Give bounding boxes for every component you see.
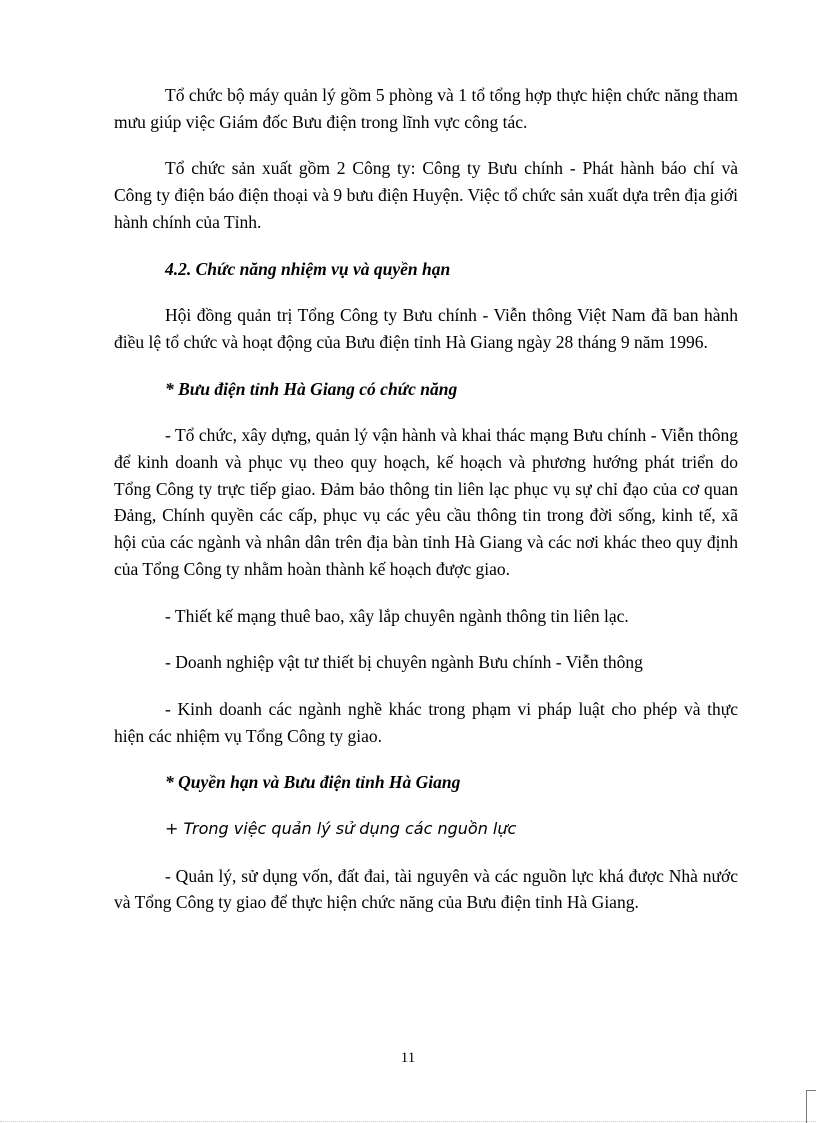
page-bottom-edge [0, 1121, 816, 1122]
page-corner-mark [806, 1090, 807, 1123]
paragraph-thiet-ke: - Thiết kế mạng thuê bao, xây lắp chuyên ngành thông tin liên lạc. [165, 605, 629, 626]
subheading-chuc-nang: * Bưu điện tỉnh Hà Giang có chức năng [165, 378, 458, 399]
paragraph-quan-ly-von: - Quản lý, sử dụng vốn, đất đai, tài nguyên và các nguồn lực khá được Nhà nước và Tổng Công ty giao để thực hiện chức năng của Bưu điện tỉnh Hà Giang. [114, 865, 738, 913]
page-number: 11 [400, 1050, 416, 1066]
page-corner-mark-horizontal [806, 1090, 816, 1091]
subheading-quyen-han: * Quyền hạn và Bưu điện tỉnh Hà Giang [165, 772, 461, 793]
section-heading-4-2: 4.2. Chức năng nhiệm vụ và quyền hạn [165, 258, 451, 279]
paragraph-bo-may: Tổ chức bộ máy quản lý gồm 5 phòng và 1 tổ tổng hợp thực hiện chức năng tham mưu giúp việc Giám đốc Bưu điện trong lĩnh vực công tác. [114, 85, 738, 132]
paragraph-to-chuc-xay-dung: - Tổ chức, xây dựng, quản lý vận hành và khai thác mạng Bưu chính - Viễn thông để kinh doanh và phục vụ theo quy hoạch, kế hoạch và phương hướng phát triển do Tổng Công ty trực tiếp giao. Đảm bảo thông tin liên lạc phục vụ sự chỉ đạo của cơ quan Đảng, Chính quyền các cấp, phục vụ các yêu cầu thông tin trong đời sống, kinh tế, xã hội của các ngành và nhân dân trên địa bàn tỉnh Hà Giang và các nơi khác theo quy định của Tổng Công ty nhằm hoàn thành kế hoạch được giao. [114, 425, 738, 579]
paragraph-hoi-dong: Hội đồng quản trị Tổng Công ty Bưu chính - Viễn thông Việt Nam đã ban hành điều lệ tổ chức và hoạt động của Bưu điện tỉnh Hà Giang ngày 28 tháng 9 năm 1996. [114, 305, 738, 352]
paragraph-doanh-nghiep: - Doanh nghiệp vật tư thiết bị chuyên ngành Bưu chính - Viễn thông [165, 652, 643, 673]
document-page [114, 82, 738, 916]
paragraph-kinh-doanh: - Kinh doanh các ngành nghề khác trong phạm vi pháp luật cho phép và thực hiện các nhiệm vụ Tổng Công ty giao. [114, 698, 738, 746]
subheading-nguon-luc: + Trong việc quản lý sử dụng các nguồn lực [165, 819, 517, 839]
paragraph-san-xuat: Tổ chức sản xuất gồm 2 Công ty: Công ty Bưu chính - Phát hành báo chí và Công ty điện báo điện thoại và 9 bưu điện Huyện. Việc tổ chức sản xuất dựa trên địa giới hành chính của Tỉnh. [114, 158, 738, 232]
